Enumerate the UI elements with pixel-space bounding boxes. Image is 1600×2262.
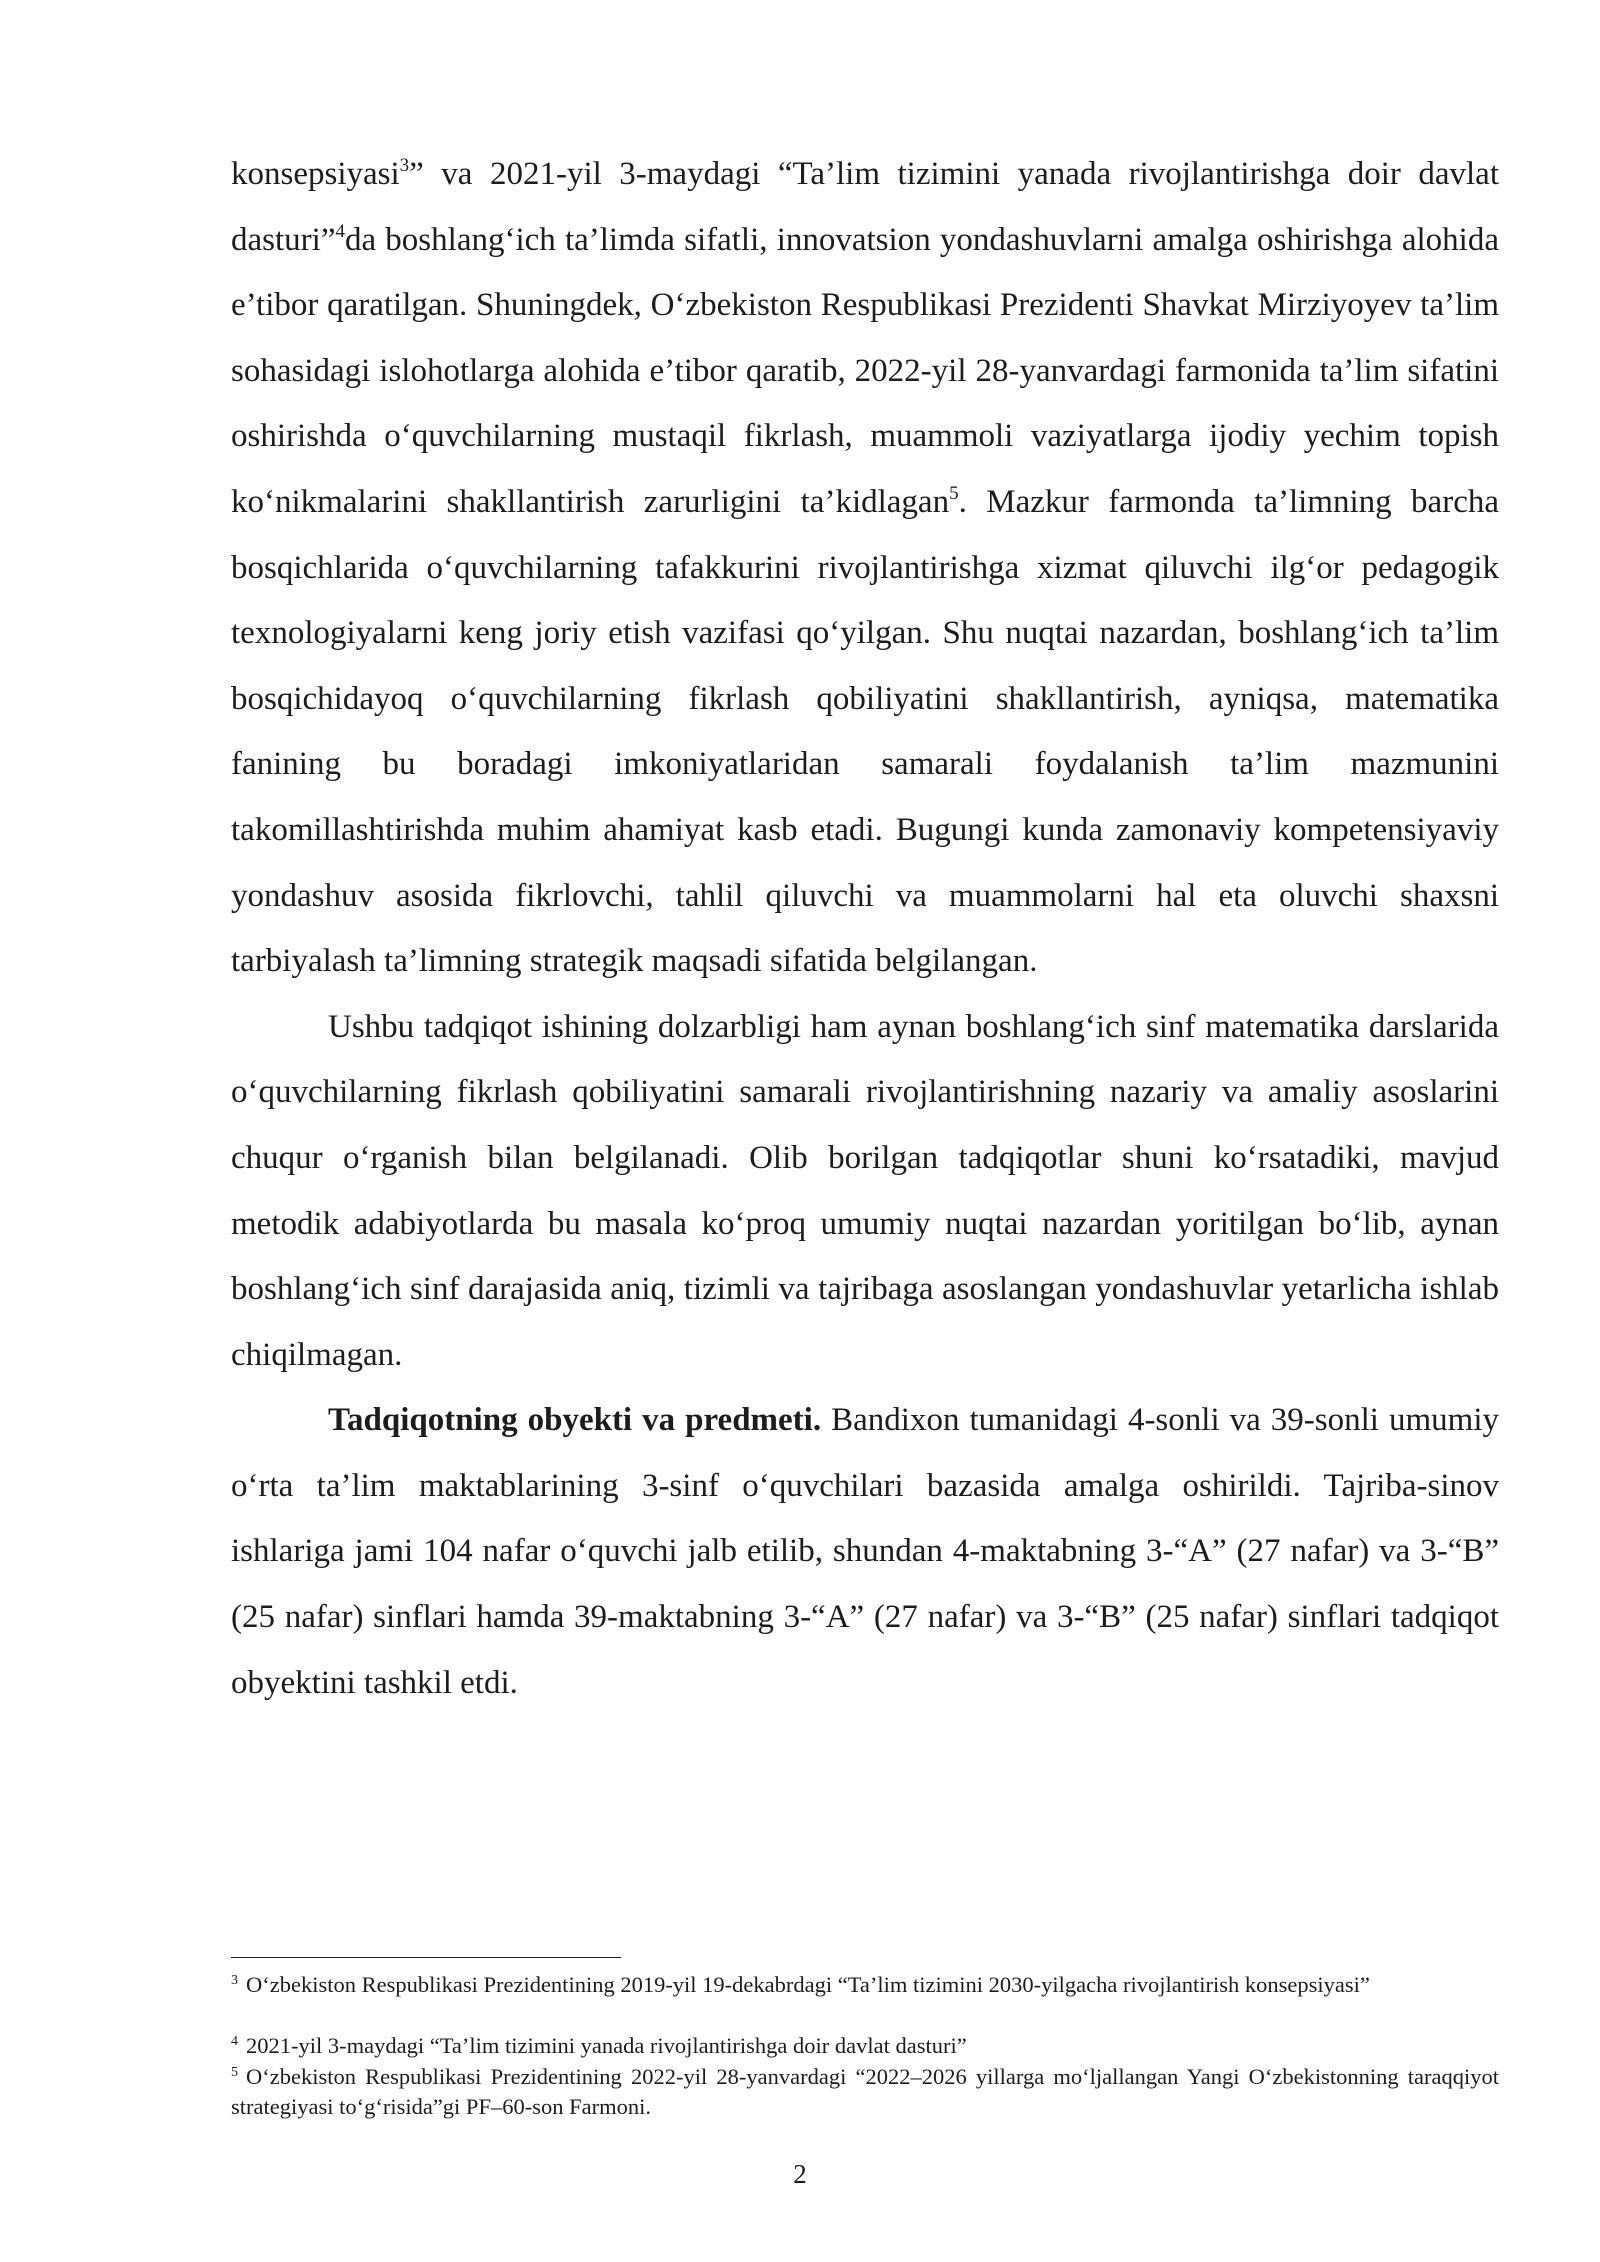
footnote-separator <box>231 1957 621 1958</box>
footnote-text: 2021-yil 3-maydagi “Ta’lim tizimini yanada rivojlantirishga doir davlat dasturi” <box>246 2033 967 2058</box>
paragraph-1 <box>231 142 1499 995</box>
footnote-3 <box>231 1970 1499 2000</box>
paragraph-1-part-d: . Mazkur farmonda ta’limning barcha bosqichlarida o‘quvchilarning tafakkurini rivojlantirishga xizmat qiluvchi ilg‘or pedagogik texnologiyalarni keng joriy etish vazifasi qo‘yilgan. Shu nuqtai nazardan, boshlang‘ich ta’lim bosqichidayoq o‘quvchilarning fikrlash qobiliyatini shakllantirish, ayniqsa, matematika fanining bu boradagi imkoniyatlaridan samarali foydalanish ta’lim mazmunini takomillashtirishda muhim ahamiyat kasb etadi. Bugungi kunda zamonaviy kompetensiyaviy yondashuv asosida fikrlovchi, tahlil qiluvchi va muammolarni hal eta oluvchi shaxsni tarbiyalash ta’limning strategik maqsadi sifatida belgilangan. <box>231 483 1499 980</box>
footnote-ref-4: 4 <box>335 220 345 242</box>
footnote-text: O‘zbekiston Respublikasi Prezidentining 2022-yil 28-yanvardagi “2022–2026 yillarga mo‘ljallangan Yangi O‘zbekistonning taraqqiyot strategiyasi to‘g‘risida”gi PF–60-son Farmoni. <box>231 2064 1499 2119</box>
footnote-text: O‘zbekiston Respublikasi Prezidentining 2019-yil 19-dekabrdagi “Ta’lim tizimini 2030-yilgacha rivojlantirish konsepsiyasi” <box>246 1972 1370 1997</box>
footnote-ref-3: 3 <box>399 155 410 176</box>
paragraph-3-body: Bandixon tumanidagi 4-sonli va 39-sonli umumiy o‘rta ta’lim maktablarining 3-sinf o‘quvchilari bazasida amalga oshirildi. Tajriba-sinov ishlariga jami 104 nafar o‘quvchi jalb etilib, shundan 4-maktabning 3-“A” (27 nafar) va 3-“B” (25 nafar) sinflari hamda 39-maktabning 3-“A” (27 nafar) va 3-“B” (25 nafar) sinflari tadqiqot obyektini tashkil etdi. <box>231 1402 1499 1701</box>
paragraph-2: Ushbu tadqiqot ishining dolzarbligi ham aynan boshlang‘ich sinf matematika darslarida o‘quvchilarning fikrlash qobiliyatini samarali rivojlantirishning nazariy va amaliy asoslarini chuqur o‘rganish bilan belgilanadi. Olib borilgan tadqiqotlar shuni ko‘rsatadiki, mavjud metodik adabiyotlarda bu masala ko‘proq umumiy nuqtai nazardan yoritilgan bo‘lib, aynan boshlang‘ich sinf darajasida aniq, tizimli va tajribaga asoslangan yondashuvlar yetarlicha ishlab chiqilmagan. <box>231 1008 1499 1373</box>
footnote-4 <box>231 2031 1499 2061</box>
paragraph-3 <box>231 1388 1499 1716</box>
paragraph-1-part-a: konsepsiyasi <box>231 156 400 192</box>
section-heading: Tadqiqotning obyekti va predmeti. <box>328 1402 822 1439</box>
paragraph-1-part-b: ” va 2021-yil 3-maydagi “Ta’lim tizimini yanada rivojlantirishga doir davlat dasturi” <box>231 156 1499 258</box>
body-text <box>231 142 1499 1716</box>
footnote-ref-5: 5 <box>949 482 959 504</box>
footnote-mark: 3 <box>231 1973 238 1988</box>
page-number: 2 <box>793 2159 807 2189</box>
paragraph-1-part-c: da boshlang‘ich ta’limda sifatli, innovatsion yondashuvlarni amalga oshirishga alohida e’tibor qaratilgan. Shuningdek, O‘zbekiston Respublikasi Prezidenti Shavkat Mirziyoyev ta’lim sohasidagi islohotlarga alohida e’tibor qaratib, 2022-yil 28-yanvardagi farmonida ta’lim sifatini oshirishda o‘quvchilarning mustaqil fikrlash, muammoli vaziyatlarga ijodiy yechim topish ko‘nikmalarini shakllantirish zarurligini ta’kidlagan <box>231 221 1499 520</box>
footnote-mark: 4 <box>231 2034 238 2049</box>
footnote-5 <box>231 2062 1499 2121</box>
footnote-mark: 5 <box>231 2065 238 2080</box>
